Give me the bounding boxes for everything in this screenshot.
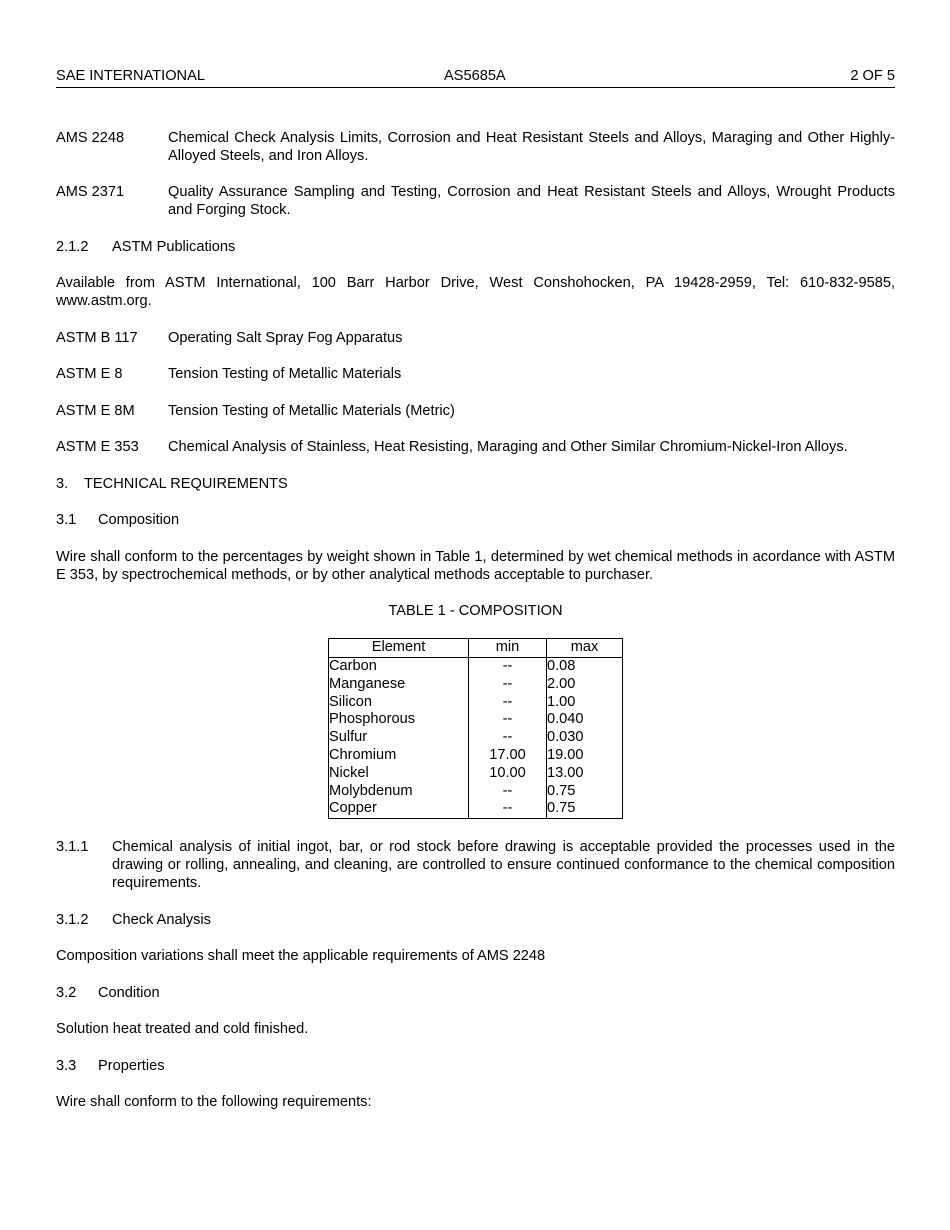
reference-code: AMS 2248 (56, 130, 125, 146)
reference-ams-2371 (56, 183, 895, 219)
reference-astm-e353 (56, 438, 895, 456)
element-cell: Copper (329, 800, 469, 818)
column-header-element: Element (329, 639, 469, 658)
section-number: 3.1 (56, 512, 77, 528)
min-cell: 17.00 (469, 747, 547, 765)
reference-astm-b117 (56, 329, 895, 347)
column-header-max: max (547, 639, 623, 658)
condition-text: Solution heat treated and cold finished. (56, 1021, 309, 1037)
reference-title: Tension Testing of Metallic Materials (Metric) (168, 403, 455, 419)
element-cell: Molybdenum (329, 783, 469, 801)
min-cell: -- (469, 676, 547, 694)
table-row (329, 711, 623, 729)
section-text: Chemical analysis of initial ingot, bar, or rod stock before drawing is acceptable provided the processes used in the drawing or rolling, annealing, and cleaning, are controlled to ensure continued conformance to the chemical composition requirements. (112, 839, 895, 891)
table-row (329, 765, 623, 783)
section-heading-2-1-2 (56, 238, 895, 256)
properties-text: Wire shall conform to the following requirements: (56, 1094, 372, 1110)
reference-code: ASTM B 117 (56, 330, 138, 346)
section-3-1-1 (56, 838, 895, 892)
max-cell: 0.75 (547, 782, 576, 799)
table-row (329, 783, 623, 801)
section-title: Composition (98, 512, 180, 528)
section-heading-3 (56, 475, 895, 493)
section-number: 2.1.2 (56, 239, 89, 255)
table-row (329, 676, 623, 694)
min-cell: -- (469, 711, 547, 729)
reference-title: Tension Testing of Metallic Materials (168, 366, 402, 382)
composition-table (328, 638, 623, 819)
table-header-row (329, 639, 623, 658)
max-cell: 19.00 (547, 746, 584, 763)
section-heading-3-1 (56, 511, 895, 529)
section-heading-3-2 (56, 984, 895, 1002)
check-analysis-text: Composition variations shall meet the applicable requirements of AMS 2248 (56, 948, 546, 964)
section-number: 3.2 (56, 985, 77, 1001)
section-heading-3-1-2 (56, 911, 895, 929)
section-number: 3.1.1 (56, 839, 89, 855)
element-cell: Chromium (329, 747, 469, 765)
element-cell: Sulfur (329, 729, 469, 747)
max-cell: 13.00 (547, 764, 584, 781)
reference-title: Quality Assurance Sampling and Testing, Corrosion and Heat Resistant Steels and Alloys, Wrought Products and Forging Stock. (168, 184, 895, 218)
element-cell: Nickel (329, 765, 469, 783)
reference-code: AMS 2371 (56, 184, 125, 200)
reference-title: Chemical Check Analysis Limits, Corrosion and Heat Resistant Steels and Alloys, Maraging and Other Highly-Alloyed Steels, and Iron Alloys. (168, 130, 895, 164)
table-row (329, 694, 623, 712)
reference-code: ASTM E 8 (56, 366, 123, 382)
section-title: Condition (98, 985, 160, 1001)
section-number: 3.3 (56, 1058, 77, 1074)
table-row (329, 658, 623, 676)
max-cell: 1.00 (547, 693, 576, 710)
reference-title: Chemical Analysis of Stainless, Heat Resisting, Maraging and Other Similar Chromium-Nickel-Iron Alloys. (168, 439, 848, 455)
section-title: Check Analysis (112, 912, 211, 928)
section-number: 3.1.2 (56, 912, 89, 928)
min-cell: -- (469, 729, 547, 747)
reference-ams-2248 (56, 129, 895, 165)
composition-text: Wire shall conform to the percentages by weight shown in Table 1, determined by wet chemical methods in acordance with ASTM E 353, by spectrochemical methods, or by other analytical methods acceptable to purchaser. (56, 549, 895, 583)
header-doc-id: AS5685A (444, 68, 506, 84)
section-title: TECHNICAL REQUIREMENTS (84, 476, 288, 492)
page-header (56, 67, 895, 88)
reference-astm-e8 (56, 365, 895, 383)
header-page-number: 2 OF 5 (850, 68, 895, 84)
astm-availability-text: Available from ASTM International, 100 Barr Harbor Drive, West Conshohocken, PA 19428-2959, Tel: 610-832-9585, www.astm.org. (56, 275, 895, 309)
element-cell: Silicon (329, 694, 469, 712)
table-row (329, 800, 623, 818)
reference-astm-e8m (56, 402, 895, 420)
table-row (329, 747, 623, 765)
section-title: ASTM Publications (112, 239, 236, 255)
min-cell: -- (469, 694, 547, 712)
column-header-min: min (469, 639, 547, 658)
element-cell: Phosphorous (329, 711, 469, 729)
header-org: SAE INTERNATIONAL (56, 68, 205, 84)
min-cell: 10.00 (469, 765, 547, 783)
max-cell: 2.00 (547, 675, 576, 692)
element-cell: Carbon (329, 658, 469, 676)
table-caption: TABLE 1 - COMPOSITION (388, 603, 563, 619)
reference-code: ASTM E 353 (56, 439, 139, 455)
reference-code: ASTM E 8M (56, 403, 135, 419)
min-cell: -- (469, 658, 547, 676)
element-cell: Manganese (329, 676, 469, 694)
min-cell: -- (469, 783, 547, 801)
min-cell: -- (469, 800, 547, 818)
section-number: 3. (56, 476, 69, 492)
max-cell: 0.040 (547, 711, 584, 728)
table-row (329, 729, 623, 747)
max-cell: 0.08 (547, 658, 576, 674)
max-cell: 0.030 (547, 729, 584, 746)
section-heading-3-3 (56, 1057, 895, 1075)
section-title: Properties (98, 1058, 165, 1074)
max-cell: 0.75 (547, 800, 576, 817)
reference-title: Operating Salt Spray Fog Apparatus (168, 330, 403, 346)
